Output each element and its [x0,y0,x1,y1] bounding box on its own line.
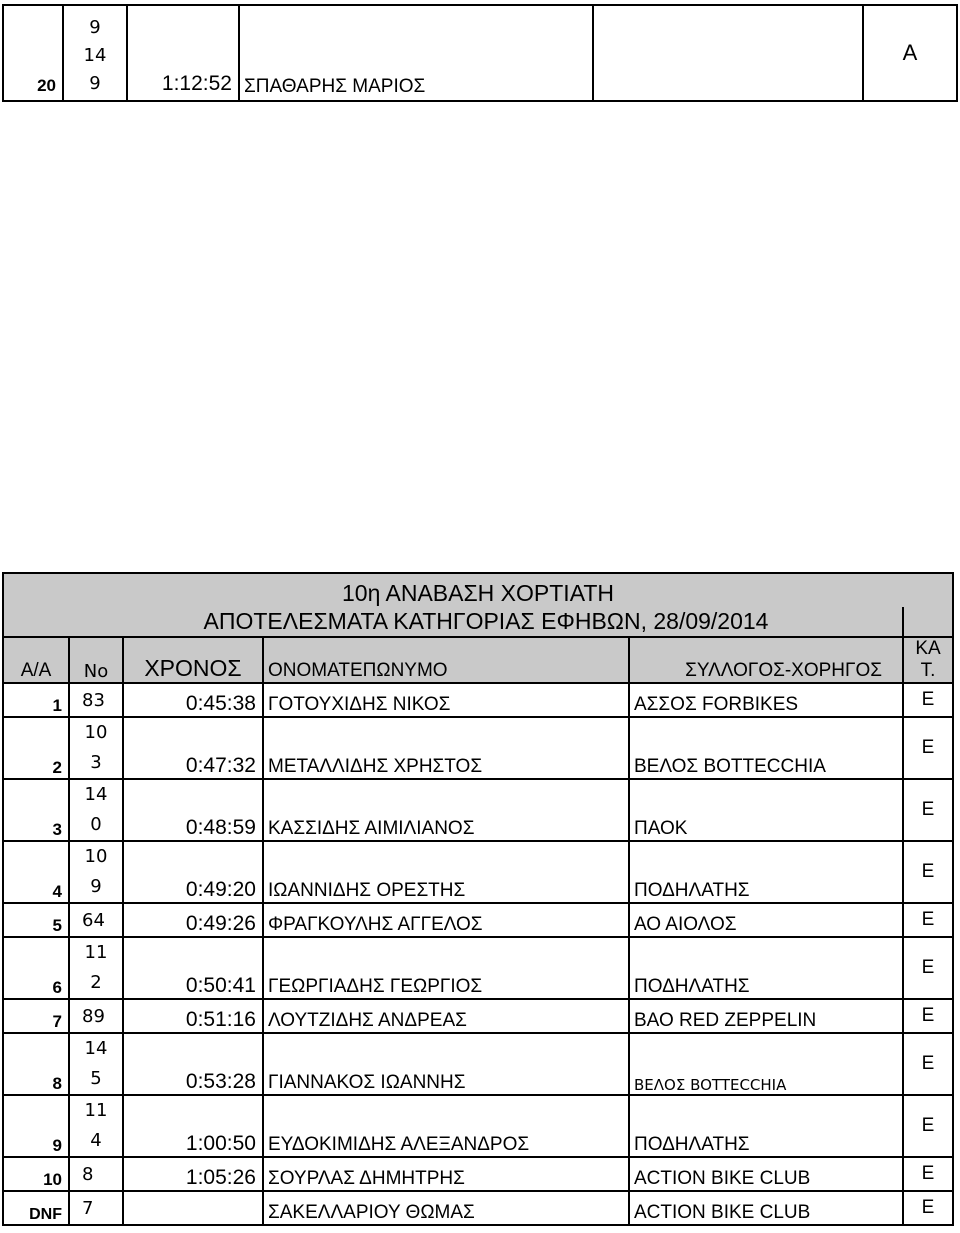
table-row [3,841,953,903]
row-number [69,1157,123,1191]
header-club: ΣΥΛΛΟΓΟΣ-ΧΟΡΗΓΟΣ [629,637,903,683]
row-time: 0:45:38 [123,683,263,717]
row-club: ΑΟ ΑΙΟΛΟΣ [629,903,903,937]
row-name: ΜΕΤΑΛΛΙΔΗΣ ΧΡΗΣΤΟΣ [263,717,629,779]
table-row [3,903,953,937]
row-time [123,1191,263,1225]
row-rank: 6 [3,937,69,999]
header-time: ΧΡΟΝΟΣ [123,637,263,683]
row-rank: 4 [3,841,69,903]
row-number [69,937,123,999]
row-time: 0:49:20 [123,841,263,903]
row-name: ΓΙΑΝΝΑΚΟΣ ΙΩΑΝΝΗΣ [263,1033,629,1095]
row-number-line: 2 [90,972,102,993]
table-row [3,779,953,841]
row-number [69,999,123,1033]
row-number-line: 14 [84,784,108,805]
table-row [3,683,953,717]
results-table [2,572,954,1226]
row-number [69,683,123,717]
row-number-line: 8 [82,1164,94,1185]
row-number-line: 7 [82,1198,94,1219]
row-rank: 10 [3,1157,69,1191]
row-club: ΒΑΟ RED ZEPPELIN [629,999,903,1033]
row-rank: 7 [3,999,69,1033]
row-rank: 1 [3,683,69,717]
row-number [69,717,123,779]
row-number-line: 11 [84,1100,108,1121]
row-rank: 9 [3,1095,69,1157]
row-category: Ε [903,1157,953,1191]
row-number-line: 5 [90,1068,102,1089]
top-category: Α [863,5,957,101]
row-name: ΛΟΥΤΖΙΔΗΣ ΑΝΔΡΕΑΣ [263,999,629,1033]
row-number-line: 10 [84,846,108,867]
row-name: ΚΑΣΣΙΔΗΣ ΑΙΜΙΛΙΑΝΟΣ [263,779,629,841]
row-club: ACTION BIKE CLUB [629,1157,903,1191]
row-category: Ε [903,999,953,1033]
row-name: ΕΥΔΟΚΙΜΙΔΗΣ ΑΛΕΞΑΝΔΡΟΣ [263,1095,629,1157]
row-name: ΣΑΚΕΛΛΑΡΙΟΥ ΘΩΜΑΣ [263,1191,629,1225]
table-row [3,1033,953,1095]
row-number [69,1033,123,1095]
row-category: Ε [903,1191,953,1225]
row-club: ΠΟΔΗΛΑΤΗΣ [629,1095,903,1157]
row-rank: DNF [3,1191,69,1225]
row-club: ACTION BIKE CLUB [629,1191,903,1225]
top-time: 1:12:52 [127,5,239,101]
top-number [63,5,127,101]
table-row [3,1095,953,1157]
row-number-line: 11 [84,942,108,963]
table-row [3,1157,953,1191]
row-time: 0:53:28 [123,1033,263,1095]
table-row [3,999,953,1033]
row-name: ΓΕΩΡΓΙΑΔΗΣ ΓΕΩΡΓΙΟΣ [263,937,629,999]
row-number-line: 0 [90,814,102,835]
row-number-line: 64 [82,910,105,931]
row-club: ΒΕΛΟΣ BOTTECCHIA [629,1033,903,1095]
header-name: ΟΝΟΜΑΤΕΠΩΝΥΜΟ [263,637,629,683]
row-name: ΦΡΑΓΚΟΥΛΗΣ ΑΓΓΕΛΟΣ [263,903,629,937]
top-number-line: 9 [89,73,101,94]
row-number-line: 83 [82,690,105,711]
row-number [69,1095,123,1157]
row-category: Ε [903,841,953,903]
subtitle-filler [903,607,953,637]
row-number [69,903,123,937]
results-title: 10η ΑΝΑΒΑΣΗ ΧΟΡΤΙΑΤΗ [3,573,953,607]
row-number-line: 4 [90,1130,102,1151]
header-number: No [69,637,123,683]
top-name: ΣΠΑΘΑΡΗΣ ΜΑΡΙΟΣ [239,5,593,101]
row-number-line: 9 [90,876,102,897]
row-category: Ε [903,1095,953,1157]
row-category: Ε [903,683,953,717]
row-category: Ε [903,779,953,841]
row-rank: 8 [3,1033,69,1095]
row-time: 1:00:50 [123,1095,263,1157]
row-time: 0:48:59 [123,779,263,841]
row-time: 0:50:41 [123,937,263,999]
row-time: 0:51:16 [123,999,263,1033]
row-number-line: 89 [82,1006,105,1027]
row-number-line: 14 [84,1038,108,1059]
top-fragment-table [2,4,958,102]
top-number-line: 14 [83,45,107,66]
row-number [69,1191,123,1225]
table-row [3,1191,953,1225]
row-name: ΓΟΤΟΥΧΙΔΗΣ ΝΙΚΟΣ [263,683,629,717]
row-rank: 2 [3,717,69,779]
row-category: Ε [903,717,953,779]
top-number-line: 9 [89,17,101,38]
row-number-line: 3 [90,752,102,773]
header-rank: Α/Α [3,637,69,683]
row-category: Ε [903,937,953,999]
row-name: ΣΟΥΡΛΑΣ ΔΗΜΗΤΡΗΣ [263,1157,629,1191]
row-rank: 3 [3,779,69,841]
row-number-line: 10 [84,722,108,743]
results-subtitle: ΑΠΟΤΕΛΕΣΜΑΤΑ ΚΑΤΗΓΟΡΙΑΣ ΕΦΗΒΩΝ, 28/09/2014 [3,607,903,637]
row-rank: 5 [3,903,69,937]
row-number [69,779,123,841]
row-time: 1:05:26 [123,1157,263,1191]
table-row [3,937,953,999]
row-time: 0:47:32 [123,717,263,779]
row-club: ΑΣΣΟΣ FORBIKES [629,683,903,717]
row-club: ΠΑΟΚ [629,779,903,841]
row-category: Ε [903,1033,953,1095]
row-category: Ε [903,903,953,937]
table-row [3,717,953,779]
header-category: ΚΑ Τ. [903,637,953,683]
row-club: ΠΟΔΗΛΑΤΗΣ [629,841,903,903]
row-club: ΠΟΔΗΛΑΤΗΣ [629,937,903,999]
row-name: ΙΩΑΝΝΙΔΗΣ ΟΡΕΣΤΗΣ [263,841,629,903]
row-time: 0:49:26 [123,903,263,937]
top-club [593,5,863,101]
row-number [69,841,123,903]
results-rows [3,683,953,1225]
top-rank: 20 [3,5,63,101]
row-club: ΒΕΛΟΣ BOTTECCHIA [629,717,903,779]
